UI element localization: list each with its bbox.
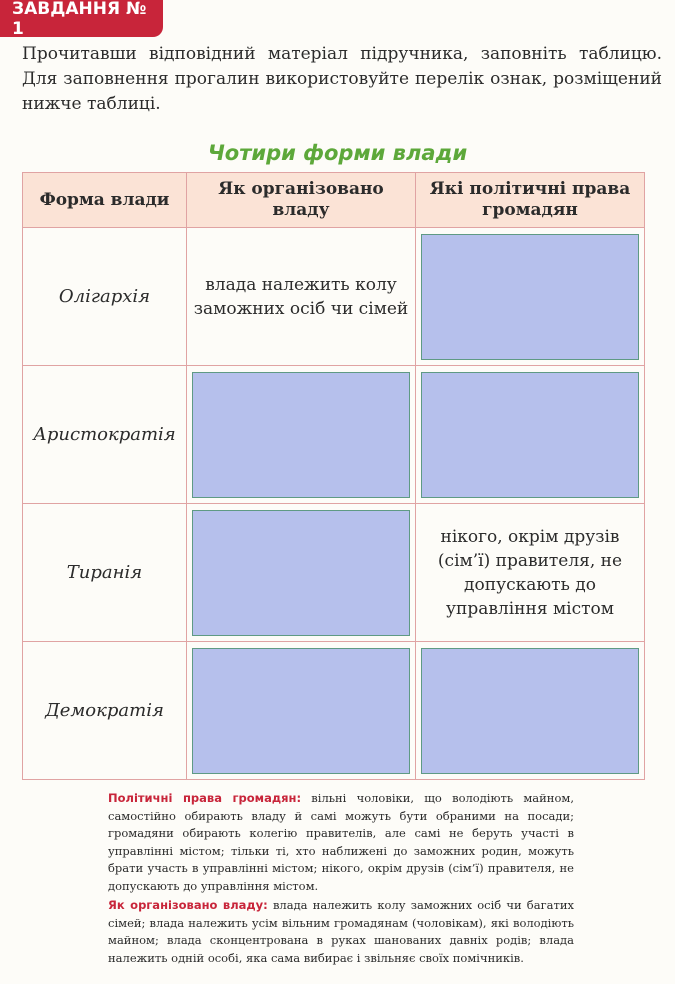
answer-blank[interactable] bbox=[421, 234, 639, 360]
header-organization: Як організовано владу bbox=[187, 173, 416, 228]
answer-blank[interactable] bbox=[192, 648, 410, 774]
rights-tyranny: нікого, окрім друзів (сім’ї) правителя, не допускають до управління містом bbox=[416, 504, 645, 642]
answer-options bbox=[108, 790, 574, 969]
answer-blank[interactable] bbox=[421, 648, 639, 774]
table-row bbox=[23, 366, 645, 504]
rights-democracy-cell bbox=[416, 642, 645, 780]
header-rights: Які політичні права громадян bbox=[416, 173, 645, 228]
rights-options-text: вільні чоловіки, що володіють майном, самостійно обирають владу й самі можуть бути обраними на посади; громадяни обирають колегію правителів, але самі не беруть участі в управлінні містом; тільки ті, хто наближені до заможних родин, можуть брати участь в управлінні містом; нікого, окрім друзів (сім’ї) правителя, не допускають до управління містом. bbox=[108, 791, 574, 893]
organization-aristocracy-cell bbox=[187, 366, 416, 504]
table-row bbox=[23, 228, 645, 366]
rights-options-heading: Політичні права громадян: bbox=[108, 791, 302, 805]
table-header-row bbox=[23, 173, 645, 228]
organization-oligarchy: влада належить колу заможних осіб чи сімей bbox=[187, 228, 416, 366]
answer-blank[interactable] bbox=[192, 510, 410, 636]
form-tyranny: Тиранія bbox=[23, 504, 187, 642]
instructions-text: Прочитавши відповідний матеріал підручника, заповніть таблицю. Для заповнення прогалин використовуйте перелік ознак, розміщений нижче таблиці. bbox=[22, 44, 662, 114]
table-row bbox=[23, 504, 645, 642]
table-row bbox=[23, 642, 645, 780]
form-oligarchy: Олігархія bbox=[23, 228, 187, 366]
rights-oligarchy-cell bbox=[416, 228, 645, 366]
rights-aristocracy-cell bbox=[416, 366, 645, 504]
organization-options-heading: Як організовано владу: bbox=[108, 898, 268, 912]
task-badge: ЗАВДАННЯ № 1 bbox=[0, 0, 163, 37]
answer-blank[interactable] bbox=[192, 372, 410, 498]
organization-options-text: влада належить колу заможних осіб чи багатих сімей; влада належить усім вільним громадянам (чоловікам), які володіють майном; влада сконцентрована в руках шанованих давніх родів; влада належить одній особі, яка сама вибирає і звільняє своїх помічників. bbox=[108, 898, 574, 965]
form-democracy: Демократія bbox=[23, 642, 187, 780]
organization-tyranny-cell bbox=[187, 504, 416, 642]
organization-options bbox=[108, 897, 574, 967]
answer-blank[interactable] bbox=[421, 372, 639, 498]
form-aristocracy: Аристократія bbox=[23, 366, 187, 504]
forms-of-power-table bbox=[22, 172, 645, 780]
rights-options bbox=[108, 790, 574, 895]
header-form: Форма влади bbox=[23, 173, 187, 228]
table-title: Чотири форми влади bbox=[207, 141, 468, 165]
organization-democracy-cell bbox=[187, 642, 416, 780]
